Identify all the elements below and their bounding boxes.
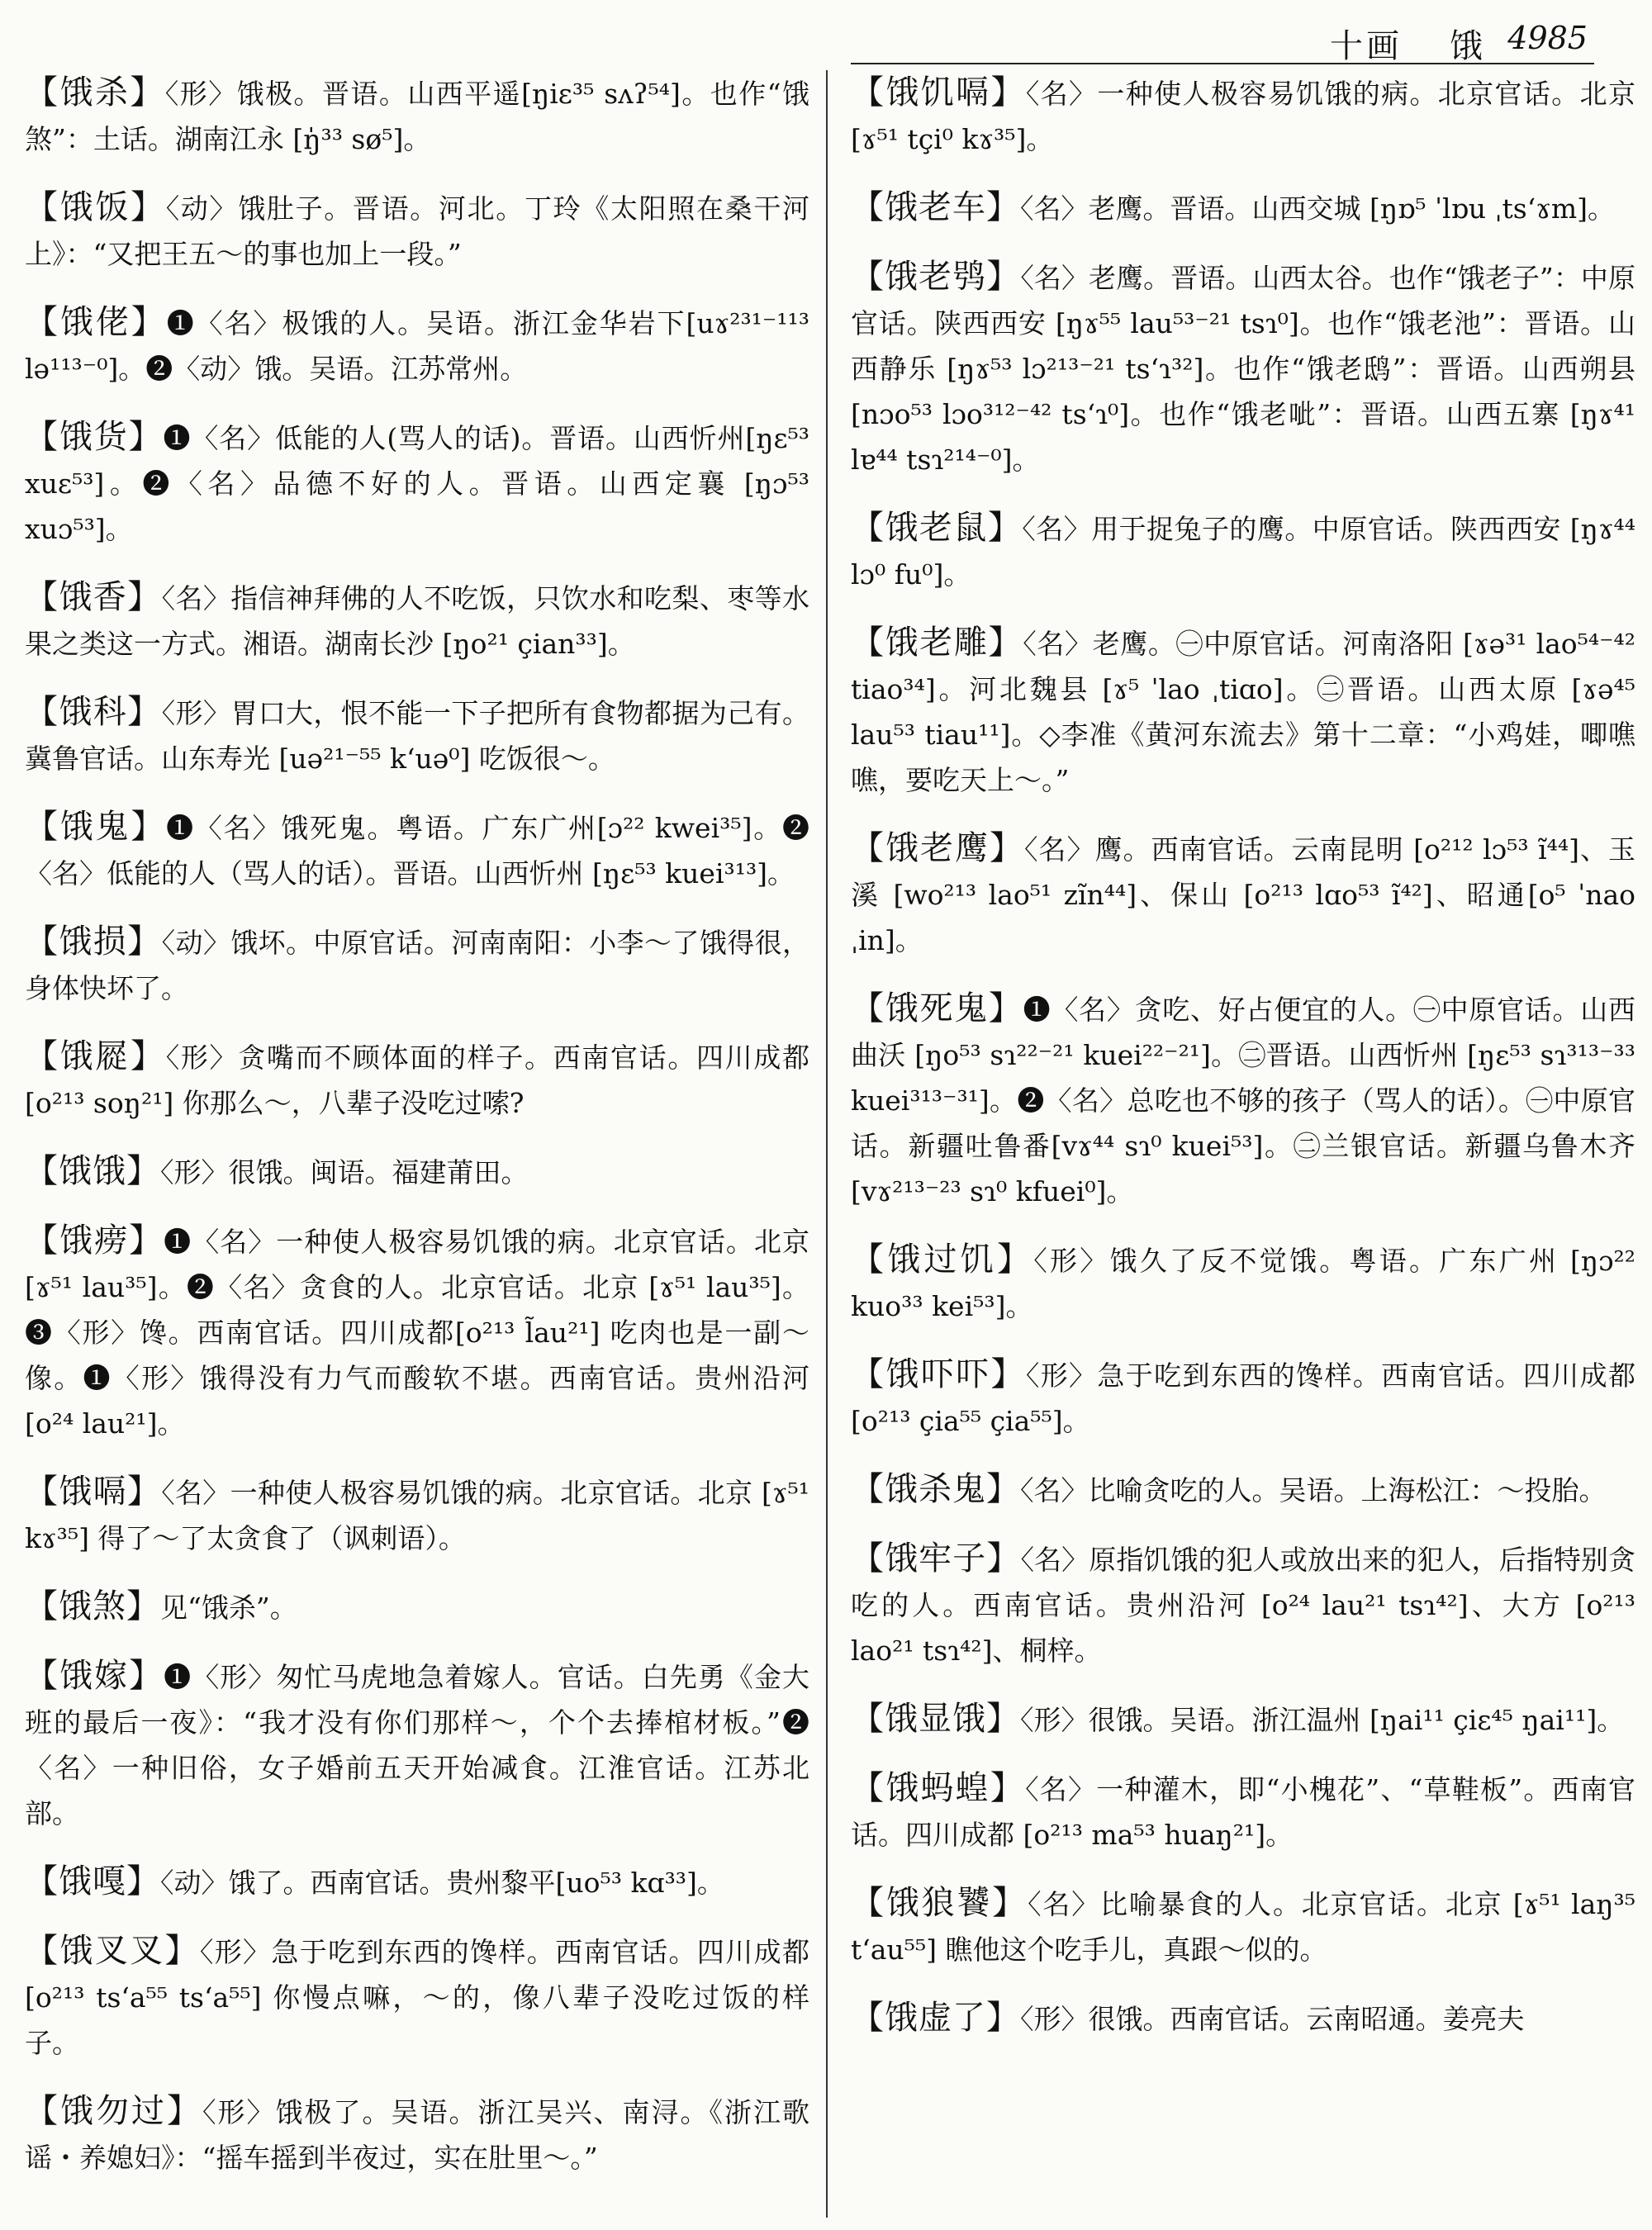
dictionary-entry: [851, 986, 1635, 1214]
entry-headword: 【饿饭】: [25, 188, 166, 226]
entry-definition: 〈名〉一种使人极容易饥饿的病。北京官话。北京 [ɤ⁵¹ tçi⁰ kɤ³⁵]。: [851, 78, 1635, 155]
page-number: 4985: [1507, 20, 1588, 56]
entry-definition: 〈形〉贪嘴而不顾体面的样子。西南官话。四川成都 [o²¹³ soŋ²¹] 你那么～，八辈子没吃过嗦?: [25, 1041, 809, 1119]
entry-headword: 【饿老鹰】: [851, 829, 1025, 867]
entry-definition: 〈动〉饿坏。中原官话。河南南阳：小李～了饿得很，身体快坏了。: [25, 927, 809, 1004]
dictionary-entry: [851, 1696, 1635, 1743]
entry-definition: 〈形〉急于吃到东西的馋样。西南官话。四川成都 [o²¹³ ts‘a⁵⁵ ts‘a⁵⁵] 你慢点嘛，～的，像八辈子没吃过饭的样子。: [25, 1936, 809, 2059]
entry-headword: 【饿杀】: [25, 74, 165, 112]
dictionary-entry: [25, 1929, 809, 2066]
entry-headword: 【饿虚了】: [851, 1999, 1020, 2037]
dictionary-entry: [851, 70, 1635, 162]
entry-definition: 〈形〉饿极了。吴语。浙江吴兴、南浔。《浙江歌谣・养媳妇》：“摇车摇到半夜过，实在肚里～。”: [25, 2096, 809, 2174]
entry-headword: 【饿嫁】: [25, 1657, 164, 1695]
dictionary-entry: [851, 1467, 1635, 1513]
entry-headword: 【饿香】: [25, 578, 162, 616]
entry-definition: 〈形〉很饿。吴语。浙江温州 [ŋai¹¹ çiɛ⁴⁵ ŋai¹¹]。: [1020, 1704, 1625, 1736]
dictionary-entry: [851, 185, 1635, 231]
entry-headword: 【饿损】: [25, 923, 162, 961]
entry-definition: 〈名〉一种使人极容易饥饿的病。北京官话。北京 [ɤ⁵¹ kɤ³⁵] 得了～了太贪食了（讽刺语）。: [25, 1477, 809, 1554]
entry-definition: ❶〈名〉饿死鬼。粤语。广东广州[ɔ²² kwei³⁵]。❷〈名〉低能的人（骂人的话）。晋语。山西忻州 [ŋɛ⁵³ kuei³¹³]。: [25, 812, 809, 890]
entry-definition: 〈形〉胃口大，恨不能一下子把所有食物都据为己有。冀鲁官话。山东寿光 [uə²¹⁻⁵⁵ k‘uə⁰] 吃饭很～。: [25, 697, 809, 775]
entry-definition: 〈名〉老鹰。㊀中原官话。河南洛阳 [ɤə³¹ lao⁵⁴⁻⁴² tiao³⁴]。河北魏县 [ɤ⁵ ˈlao ˌtiɑo]。㊁晋语。山西太原 [ɤə⁴⁵ lau⁵³ tiau¹¹]。◇李准《黄河东流去》第十二章：“小鸡娃，唧噍噍，要吃天上～。”: [851, 628, 1635, 796]
entry-definition: 〈名〉原指饥饿的犯人或放出来的犯人，后指特别贪吃的人。西南官话。贵州沿河 [o²⁴ lau²¹ tsɿ⁴²]、大方 [o²¹³ lao²¹ tsɿ⁴²]、桐梓。: [851, 1544, 1635, 1667]
header-char: 饿: [1450, 27, 1483, 65]
page-header: [851, 15, 1594, 64]
entry-definition: 〈名〉比喻贪吃的人。吴语。上海松江：～投胎。: [1020, 1474, 1607, 1506]
entry-headword: 【饿叉叉】: [25, 1932, 200, 1970]
entry-definition: 〈形〉急于吃到东西的馋样。西南官话。四川成都 [o²¹³ çia⁵⁵ çia⁵⁵]。: [851, 1359, 1635, 1437]
dictionary-entry: [25, 1584, 809, 1630]
header-section: 十画: [1330, 27, 1403, 65]
entry-headword: 【饿勿过】: [25, 2092, 202, 2130]
entry-headword: 【饿老雕】: [851, 624, 1023, 662]
entry-headword: 【饿过饥】: [851, 1241, 1034, 1279]
entry-definition: 〈名〉一种灌木，即“小槐花”、“草鞋板”。西南官话。四川成都 [o²¹³ ma⁵³ huaŋ²¹]。: [851, 1773, 1635, 1851]
column-divider: [826, 70, 828, 2218]
dictionary-entry: [25, 1859, 809, 1905]
dictionary-entry: [25, 1149, 809, 1195]
entry-headword: 【饿饥嗝】: [851, 74, 1026, 112]
right-column: [851, 70, 1635, 2218]
dictionary-entry: [25, 2089, 809, 2180]
entry-definition: 〈形〉很饿。闽语。福建莆田。: [160, 1156, 529, 1189]
dictionary-entry: [25, 919, 809, 1011]
entry-headword: 【饿佬】: [25, 303, 167, 341]
entry-headword: 【饿牢子】: [851, 1540, 1021, 1578]
entry-headword: 【饿死鬼】: [851, 989, 1023, 1027]
entry-definition: 〈名〉老鹰。晋语。山西交城 [ŋɒ⁵ ˈlɒu ˌts‘ɤm]。: [1020, 192, 1615, 225]
entry-definition: 〈名〉老鹰。晋语。山西太谷。也作“饿老子”：中原官话。陕西西安 [ŋɤ⁵⁵ lau⁵³⁻²¹ tsɿ⁰]。也作“饿老池”：晋语。山西静乐 [ŋɤ⁵³ lɔ²¹³⁻²¹ ts‘ɿ³²]。也作“饿老鸱”：晋语。山西朔县 [nɔo⁵³ lɔo³¹²⁻⁴² ts‘ɿ⁰]。也作“饿老呲”：晋语。山西五寨 [ŋɤ⁴¹ lɐ⁴⁴ tsɿ²¹⁴⁻⁰]。: [851, 262, 1635, 476]
entry-headword: 【饿痨】: [25, 1222, 164, 1260]
dictionary-entry: [851, 1881, 1635, 1972]
dictionary-entry: [25, 1469, 809, 1561]
entry-headword: 【饿蚂蝗】: [851, 1769, 1026, 1807]
entry-headword: 【饿老鼠】: [851, 509, 1023, 547]
entry-headword: 【饿嘎】: [25, 1862, 160, 1900]
entry-definition: ❶〈形〉匆忙马虎地急着嫁人。官话。白先勇《金大班的最后一夜》：“我才没有你们那样～，个个去捧棺材板。”❷〈名〉一种旧俗，女子婚前五天开始减食。江淮官话。江苏北部。: [25, 1661, 809, 1829]
dictionary-entry: [25, 185, 809, 277]
dictionary-entry: [851, 1995, 1635, 2042]
entry-definition: 〈形〉饿极。晋语。山西平遥[ŋiɛ³⁵ sʌʔ⁵⁴]。也作“饿煞”：土话。湖南江永 [ŋ̍³³ sø⁵]。: [25, 78, 809, 155]
entry-headword: 【饿科】: [25, 693, 162, 731]
entry-headword: 【饿老车】: [851, 188, 1020, 226]
left-column: [25, 70, 809, 2218]
entry-definition: ❶〈名〉极饿的人。吴语。浙江金华岩下[uɤ²³¹⁻¹¹³ lə¹¹³⁻⁰]。❷〈动〉饿。吴语。江苏常州。: [25, 307, 809, 385]
entry-headword: 【饿饿】: [25, 1152, 160, 1190]
entry-headword: 【饿鬼】: [25, 808, 167, 846]
entry-headword: 【饿嗝】: [25, 1473, 162, 1511]
entry-definition: 〈动〉饿了。西南官话。贵州黎平[uo⁵³ kɑ³³]。: [160, 1867, 724, 1899]
entry-definition: 〈动〉饿肚子。晋语。河北。丁玲《太阳照在桑干河上》：“又把王五～的事也加上一段。”: [25, 192, 809, 270]
entry-definition: ❶〈名〉低能的人(骂人的话)。晋语。山西忻州[ŋɛ⁵³ xuɛ⁵³]。❷〈名〉品德不好的人。晋语。山西定襄 [ŋɔ⁵³ xuɔ⁵³]。: [25, 422, 809, 545]
entry-definition: 〈名〉用于捉兔子的鹰。中原官话。陕西西安 [ŋɤ⁴⁴ lɔ⁰ fu⁰]。: [851, 513, 1635, 591]
entry-definition: 〈名〉指信神拜佛的人不吃饭，只饮水和吃梨、枣等水果之类这一方式。湘语。湖南长沙 [ŋo²¹ çian³³]。: [25, 582, 809, 660]
dictionary-entry: [25, 1654, 809, 1836]
entry-headword: 【饿货】: [25, 418, 164, 456]
dictionary-entry: [25, 1034, 809, 1126]
entry-headword: 【饿显饿】: [851, 1700, 1020, 1738]
dictionary-entry: [851, 254, 1635, 482]
dictionary-entry: [851, 620, 1635, 803]
dictionary-entry: [851, 1766, 1635, 1858]
dictionary-entry: [851, 826, 1635, 963]
dictionary-entry: [851, 1536, 1635, 1673]
entry-headword: 【饿老鸮】: [851, 258, 1021, 296]
entry-definition: 〈形〉饿久了反不觉饿。粤语。广东广州 [ŋɔ²² kuo³³ kei⁵³]。: [851, 1245, 1635, 1322]
entry-definition: 〈形〉很饿。西南官话。云南昭通。姜亮夫: [1020, 2003, 1525, 2035]
entry-definition: 见“饿杀”。: [160, 1592, 297, 1624]
dictionary-entry: [25, 690, 809, 781]
entry-headword: 【饿吓吓】: [851, 1355, 1026, 1393]
dictionary-entry: [25, 1218, 809, 1446]
dictionary-entry: [851, 505, 1635, 597]
dictionary-entry: [25, 70, 809, 162]
dictionary-entry: [25, 575, 809, 667]
entry-headword: 【饿煞】: [25, 1587, 160, 1625]
entry-definition: ❶〈名〉一种使人极容易饥饿的病。北京官话。北京 [ɤ⁵¹ lau³⁵]。❷〈名〉贪食的人。北京官话。北京 [ɤ⁵¹ lau³⁵]。❸〈形〉馋。西南官话。四川成都[o²¹³ l̃au²¹] 吃肉也是一副～像。❶〈形〉饿得没有力气而酸软不堪。西南官话。贵州沿河 [o²⁴ lau²¹]。: [25, 1226, 809, 1440]
entry-definition: ❶〈名〉贪吃、好占便宜的人。㊀中原官话。山西曲沃 [ŋo⁵³ sɿ²²⁻²¹ kuei²²⁻²¹]。㊁晋语。山西忻州 [ŋɛ⁵³ sɿ³¹³⁻³³ kuei³¹³⁻³¹]。❷〈名〉总吃也不够的孩子（骂人的话）。㊀中原官话。新疆吐鲁番[vɤ⁴⁴ sɿ⁰ kuei⁵³]。㊁兰银官话。新疆乌鲁木齐 [vɤ²¹³⁻²³ sɿ⁰ kfuei⁰]。: [851, 994, 1635, 1208]
dictionary-entry: [851, 1237, 1635, 1329]
dictionary-entry: [25, 804, 809, 896]
entry-definition: 〈名〉鹰。西南官话。云南昆明 [o²¹² lɔ⁵³ ĩ⁴⁴]、玉溪 [wo²¹³ lao⁵¹ zĩn⁴⁴]、保山 [o²¹³ lɑo⁵³ ĩ⁴²]、昭通[o⁵ ˈnao ˌin]。: [851, 833, 1635, 956]
entry-headword: 【饿㞞】: [25, 1037, 166, 1075]
entry-headword: 【饿杀鬼】: [851, 1470, 1020, 1508]
entry-definition: 〈名〉比喻暴食的人。北京官话。北京 [ɤ⁵¹ laŋ³⁵ t‘au⁵⁵] 瞧他这个吃手儿，真跟～似的。: [851, 1888, 1635, 1966]
dictionary-entry: [25, 300, 809, 391]
dictionary-entry: [851, 1352, 1635, 1444]
entry-headword: 【饿狼饕】: [851, 1884, 1028, 1922]
dictionary-entry: [25, 415, 809, 552]
